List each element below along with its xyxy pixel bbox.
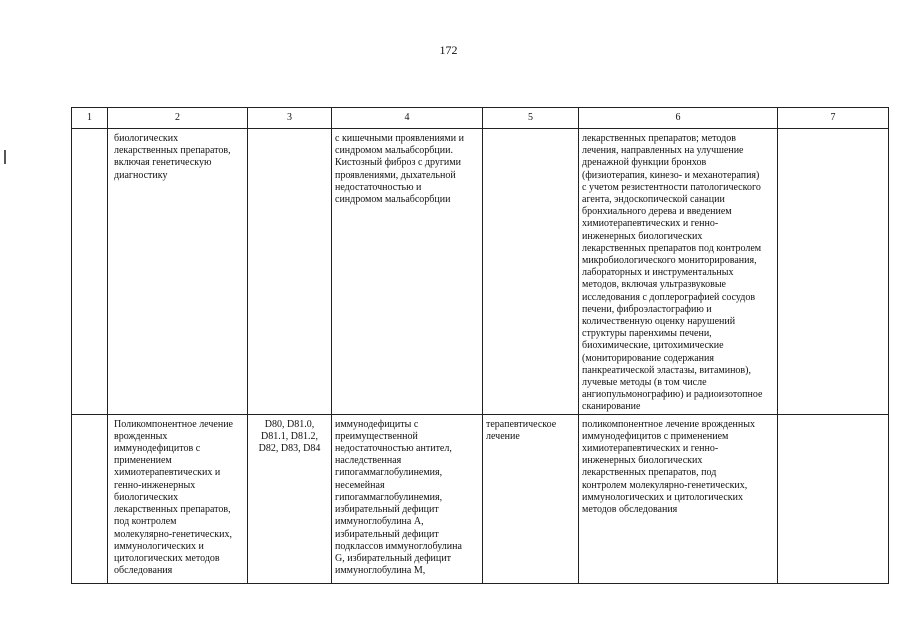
- column-header-3: 3: [248, 108, 332, 129]
- table-row: [72, 414, 889, 583]
- table-cell: [332, 129, 483, 415]
- column-header-6: 6: [579, 108, 778, 129]
- table-cell: [483, 129, 579, 415]
- table-cell: [579, 414, 778, 583]
- column-header-2: 2: [108, 108, 248, 129]
- table-cell: [778, 129, 889, 415]
- table-row: [72, 129, 889, 415]
- table-cell: [72, 129, 108, 415]
- table-cell: [72, 414, 108, 583]
- cell-text: иммунодефициты с преимущественной недостаточностью антител, наследственная гипогаммаглобулинемия, несемейная гипогаммаглобулинемия, избирательный дефицит иммуноглобулина A, избирательный дефицит подклассов иммуноглобулина G, избирательный дефицит иммуноглобулина M,: [335, 418, 462, 577]
- table-cell: [778, 414, 889, 583]
- cell-text: терапевтическое лечение: [486, 418, 557, 442]
- table-cell: [108, 414, 248, 583]
- cell-text: Поликомпонентное лечение врожденных иммунодефицитов с применением химиотерапевтических и генно-инженерных биологических лекарственных препаратов, под контролем молекулярно-генетических, иммунологических и цитологических методов обследования: [114, 418, 233, 577]
- header-row: [72, 108, 889, 129]
- column-header-7: 7: [778, 108, 889, 129]
- cell-text: лекарственных препаратов; методов лечения, направленных на улучшение дренажной функции бронхов (физиотерапия, кинезо- и механотерапия) с учетом резистентности патологического агента, эндоскопической санации бронхиального дерева и введением химиотерапевтических и генно- инженерных биологических лекарственных препаратов под контролем микробиологического мониторирования, лабораторных и инструментальных методов, включая ультразвуковые исследования с доплерографией сосудов печени, фиброэластографию и количественную оценку нарушений структуры паренхимы печени, биохимические, цитохимические (мониторирование содержания панкреатической эластазы, витаминов), лучевые методы (в том числе ангиопульмонографию) и радиоизотопное сканирование: [582, 133, 763, 413]
- cell-text: поликомпонентное лечение врожденных иммунодефицитов с применением химиотерапевтических и генно- инженерных биологических лекарственных препаратов, под контролем молекулярно-генетических, иммунологических и цитологических методов обследования: [582, 418, 755, 516]
- table-cell: [248, 129, 332, 415]
- table-cell: [108, 129, 248, 415]
- document-table: [71, 107, 889, 584]
- table-cell: [332, 414, 483, 583]
- scan-binding-mark: [4, 150, 6, 164]
- table-cell: [579, 129, 778, 415]
- column-header-4: 4: [332, 108, 483, 129]
- column-header-5: 5: [483, 108, 579, 129]
- table-cell: [483, 414, 579, 583]
- cell-text: с кишечными проявлениями и синдромом мальабсорбции. Кистозный фиброз с другими проявлениями, дыхательной недостаточностью и синдромом мальабсорбции: [335, 133, 464, 206]
- cell-text: D80, D81.0, D81.1, D81.2, D82, D83, D84: [258, 418, 321, 455]
- cell-text: биологических лекарственных препаратов, включая генетическую диагностику: [114, 133, 231, 181]
- page-number: 172: [439, 43, 458, 57]
- column-header-1: 1: [72, 108, 108, 129]
- table-cell: [248, 414, 332, 583]
